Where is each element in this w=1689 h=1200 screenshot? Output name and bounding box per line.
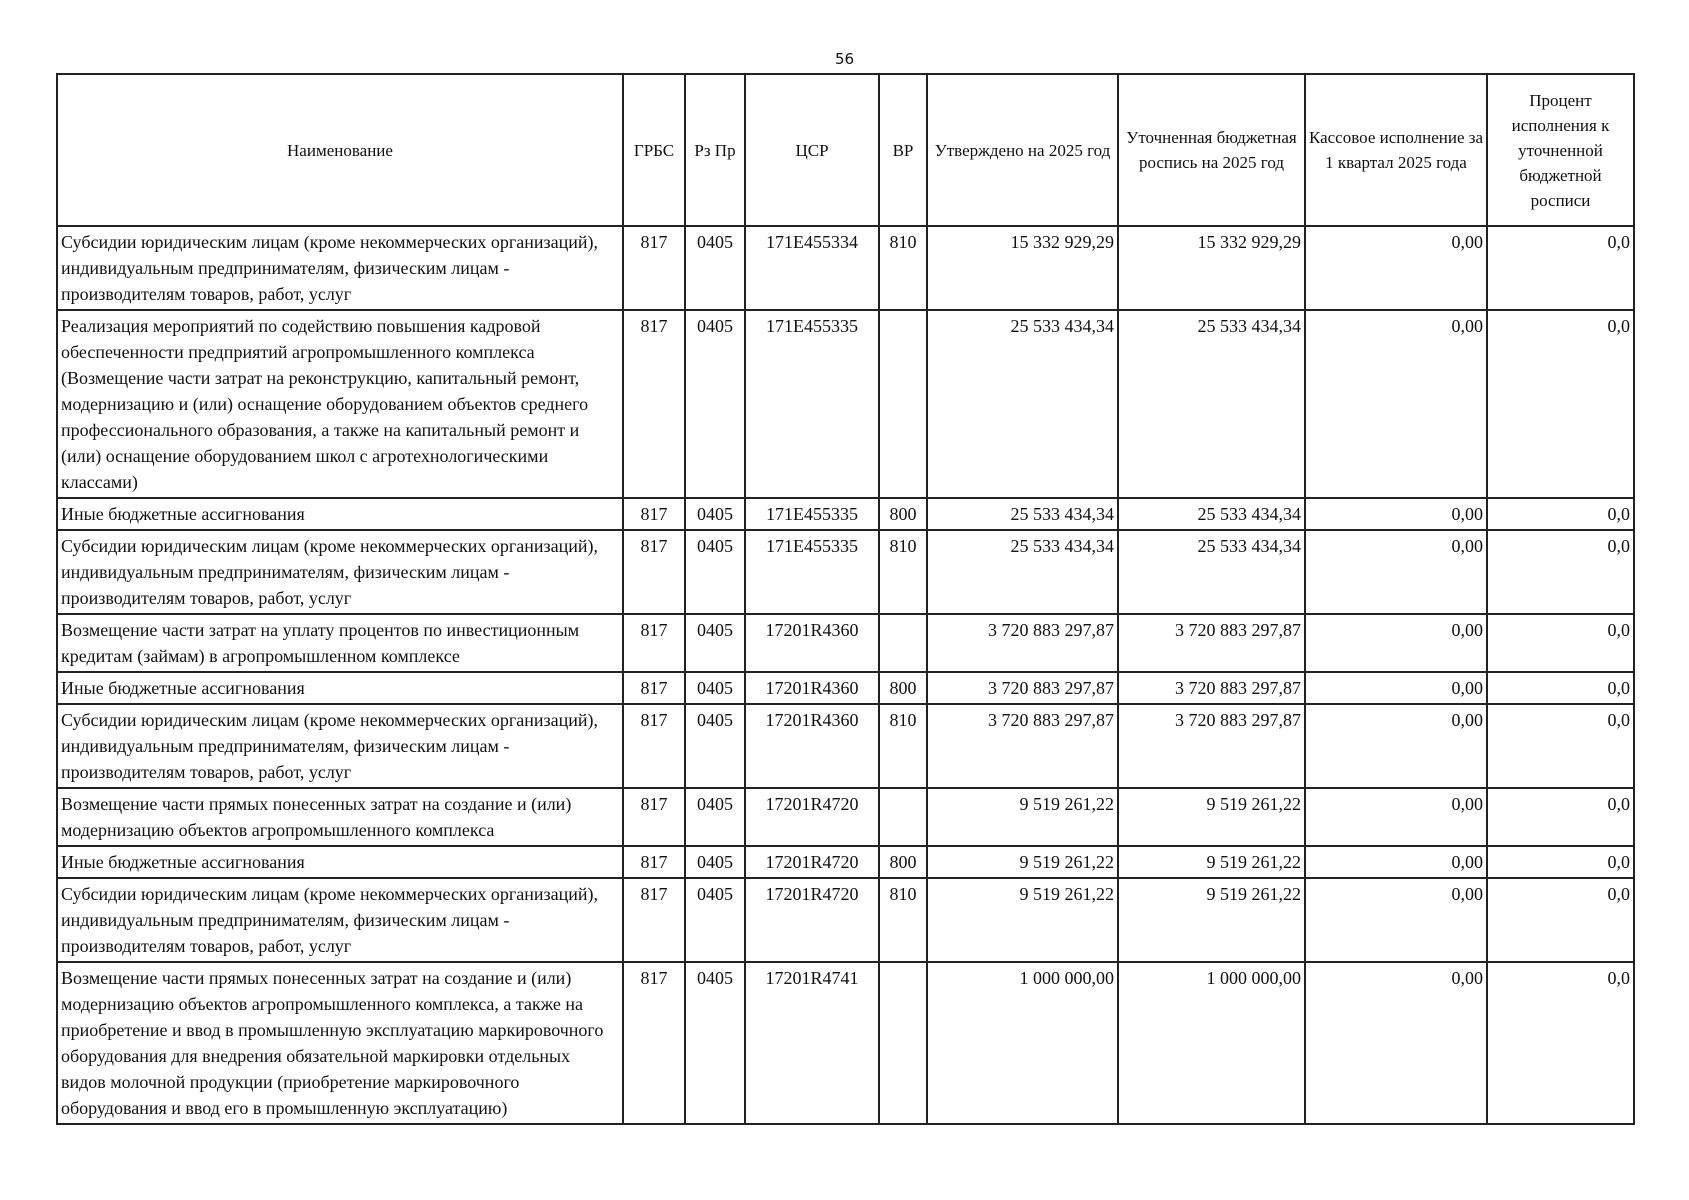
cell-name: Субсидии юридическим лицам (кроме некоммерческих организаций), индивидуальным предпринимателям, физическим лицам - производителям товаров, работ, услуг xyxy=(57,878,623,962)
cell-percent: 0,0 xyxy=(1487,530,1634,614)
cell-csr: 17201R4360 xyxy=(745,614,879,672)
cell-grbs: 817 xyxy=(623,962,685,1124)
cell-refined: 9 519 261,22 xyxy=(1118,846,1305,878)
table-row xyxy=(57,704,1634,788)
header-csr: ЦСР xyxy=(745,74,879,226)
cell-vr xyxy=(879,614,927,672)
cell-csr: 17201R4360 xyxy=(745,704,879,788)
cell-vr: 800 xyxy=(879,846,927,878)
cell-approved: 3 720 883 297,87 xyxy=(927,614,1118,672)
cell-rzpr: 0405 xyxy=(685,704,745,788)
cell-grbs: 817 xyxy=(623,530,685,614)
cell-percent: 0,0 xyxy=(1487,310,1634,498)
cell-cash: 0,00 xyxy=(1305,962,1487,1124)
cell-percent: 0,0 xyxy=(1487,846,1634,878)
cell-csr: 171Е455334 xyxy=(745,226,879,310)
page-number: 56 xyxy=(834,50,855,68)
cell-rzpr: 0405 xyxy=(685,962,745,1124)
cell-percent: 0,0 xyxy=(1487,614,1634,672)
cell-vr xyxy=(879,788,927,846)
cell-percent: 0,0 xyxy=(1487,226,1634,310)
cell-grbs: 817 xyxy=(623,788,685,846)
cell-grbs: 817 xyxy=(623,498,685,530)
cell-name: Иные бюджетные ассигнования xyxy=(57,846,623,878)
cell-grbs: 817 xyxy=(623,704,685,788)
cell-cash: 0,00 xyxy=(1305,704,1487,788)
cell-vr: 810 xyxy=(879,704,927,788)
cell-csr: 171Е455335 xyxy=(745,310,879,498)
cell-refined: 3 720 883 297,87 xyxy=(1118,704,1305,788)
cell-rzpr: 0405 xyxy=(685,226,745,310)
cell-approved: 25 533 434,34 xyxy=(927,498,1118,530)
cell-rzpr: 0405 xyxy=(685,788,745,846)
cell-refined: 25 533 434,34 xyxy=(1118,498,1305,530)
cell-approved: 1 000 000,00 xyxy=(927,962,1118,1124)
table-row xyxy=(57,310,1634,498)
cell-refined: 25 533 434,34 xyxy=(1118,310,1305,498)
cell-name: Субсидии юридическим лицам (кроме некоммерческих организаций), индивидуальным предпринимателям, физическим лицам - производителям товаров, работ, услуг xyxy=(57,704,623,788)
cell-grbs: 817 xyxy=(623,226,685,310)
cell-vr: 800 xyxy=(879,672,927,704)
cell-percent: 0,0 xyxy=(1487,878,1634,962)
cell-approved: 9 519 261,22 xyxy=(927,846,1118,878)
cell-name: Субсидии юридическим лицам (кроме некоммерческих организаций), индивидуальным предпринимателям, физическим лицам - производителям товаров, работ, услуг xyxy=(57,226,623,310)
cell-approved: 25 533 434,34 xyxy=(927,530,1118,614)
cell-cash: 0,00 xyxy=(1305,310,1487,498)
cell-rzpr: 0405 xyxy=(685,614,745,672)
cell-approved: 25 533 434,34 xyxy=(927,310,1118,498)
table-row xyxy=(57,878,1634,962)
cell-name: Возмещение части затрат на уплату процентов по инвестиционным кредитам (займам) в агропромышленном комплексе xyxy=(57,614,623,672)
cell-name: Иные бюджетные ассигнования xyxy=(57,672,623,704)
cell-grbs: 817 xyxy=(623,310,685,498)
header-percent: Процент исполнения к уточненной бюджетной росписи xyxy=(1487,74,1634,226)
cell-name: Субсидии юридическим лицам (кроме некоммерческих организаций), индивидуальным предпринимателям, физическим лицам - производителям товаров, работ, услуг xyxy=(57,530,623,614)
cell-percent: 0,0 xyxy=(1487,962,1634,1124)
cell-cash: 0,00 xyxy=(1305,788,1487,846)
cell-refined: 3 720 883 297,87 xyxy=(1118,614,1305,672)
cell-csr: 171Е455335 xyxy=(745,498,879,530)
header-row xyxy=(57,74,1634,226)
cell-name: Иные бюджетные ассигнования xyxy=(57,498,623,530)
cell-csr: 17201R4720 xyxy=(745,878,879,962)
header-rzpr: Рз Пр xyxy=(685,74,745,226)
cell-approved: 3 720 883 297,87 xyxy=(927,672,1118,704)
cell-refined: 1 000 000,00 xyxy=(1118,962,1305,1124)
cell-rzpr: 0405 xyxy=(685,498,745,530)
header-cash: Кассовое исполнение за 1 квартал 2025 года xyxy=(1305,74,1487,226)
table-row xyxy=(57,498,1634,530)
table-row xyxy=(57,672,1634,704)
cell-vr: 810 xyxy=(879,878,927,962)
cell-vr: 800 xyxy=(879,498,927,530)
cell-rzpr: 0405 xyxy=(685,530,745,614)
cell-percent: 0,0 xyxy=(1487,788,1634,846)
cell-refined: 9 519 261,22 xyxy=(1118,878,1305,962)
header-refined: Уточненная бюджетная роспись на 2025 год xyxy=(1118,74,1305,226)
cell-cash: 0,00 xyxy=(1305,530,1487,614)
cell-refined: 25 533 434,34 xyxy=(1118,530,1305,614)
cell-rzpr: 0405 xyxy=(685,846,745,878)
table-row xyxy=(57,846,1634,878)
header-grbs: ГРБС xyxy=(623,74,685,226)
header-vr: ВР xyxy=(879,74,927,226)
cell-cash: 0,00 xyxy=(1305,498,1487,530)
cell-percent: 0,0 xyxy=(1487,498,1634,530)
cell-grbs: 817 xyxy=(623,672,685,704)
cell-grbs: 817 xyxy=(623,878,685,962)
table-row xyxy=(57,226,1634,310)
cell-refined: 15 332 929,29 xyxy=(1118,226,1305,310)
cell-refined: 3 720 883 297,87 xyxy=(1118,672,1305,704)
cell-approved: 9 519 261,22 xyxy=(927,878,1118,962)
cell-name: Возмещение части прямых понесенных затрат на создание и (или) модернизацию объектов агропромышленного комплекса xyxy=(57,788,623,846)
header-name: Наименование xyxy=(57,74,623,226)
cell-cash: 0,00 xyxy=(1305,226,1487,310)
cell-vr xyxy=(879,962,927,1124)
cell-rzpr: 0405 xyxy=(685,672,745,704)
table-row xyxy=(57,614,1634,672)
cell-vr: 810 xyxy=(879,226,927,310)
cell-vr: 810 xyxy=(879,530,927,614)
cell-cash: 0,00 xyxy=(1305,878,1487,962)
cell-name: Возмещение части прямых понесенных затрат на создание и (или) модернизацию объектов агропромышленного комплекса, а также на приобретение и ввод в промышленную эксплуатацию маркировочного оборудования для внедрения обязательной маркировки отдельных видов молочной продукции (приобретение маркировочного оборудования и ввод его в промышленную эксплуатацию) xyxy=(57,962,623,1124)
cell-name: Реализация мероприятий по содействию повышения кадровой обеспеченности предприятий агропромышленного комплекса (Возмещение части затрат на реконструкцию, капитальный ремонт, модернизацию и (или) оснащение оборудованием объектов среднего профессионального образования, а также на капитальный ремонт и (или) оснащение оборудованием школ с агротехнологическими классами) xyxy=(57,310,623,498)
cell-vr xyxy=(879,310,927,498)
cell-csr: 17201R4360 xyxy=(745,672,879,704)
cell-grbs: 817 xyxy=(623,846,685,878)
cell-rzpr: 0405 xyxy=(685,310,745,498)
cell-approved: 15 332 929,29 xyxy=(927,226,1118,310)
cell-cash: 0,00 xyxy=(1305,672,1487,704)
cell-refined: 9 519 261,22 xyxy=(1118,788,1305,846)
table-row xyxy=(57,788,1634,846)
cell-percent: 0,0 xyxy=(1487,704,1634,788)
cell-csr: 17201R4720 xyxy=(745,846,879,878)
budget-table xyxy=(56,73,1635,1125)
cell-cash: 0,00 xyxy=(1305,614,1487,672)
cell-approved: 9 519 261,22 xyxy=(927,788,1118,846)
cell-grbs: 817 xyxy=(623,614,685,672)
cell-rzpr: 0405 xyxy=(685,878,745,962)
cell-cash: 0,00 xyxy=(1305,846,1487,878)
cell-percent: 0,0 xyxy=(1487,672,1634,704)
header-approved: Утверждено на 2025 год xyxy=(927,74,1118,226)
cell-csr: 17201R4720 xyxy=(745,788,879,846)
cell-csr: 171Е455335 xyxy=(745,530,879,614)
table-row xyxy=(57,962,1634,1124)
cell-approved: 3 720 883 297,87 xyxy=(927,704,1118,788)
table-row xyxy=(57,530,1634,614)
cell-csr: 17201R4741 xyxy=(745,962,879,1124)
